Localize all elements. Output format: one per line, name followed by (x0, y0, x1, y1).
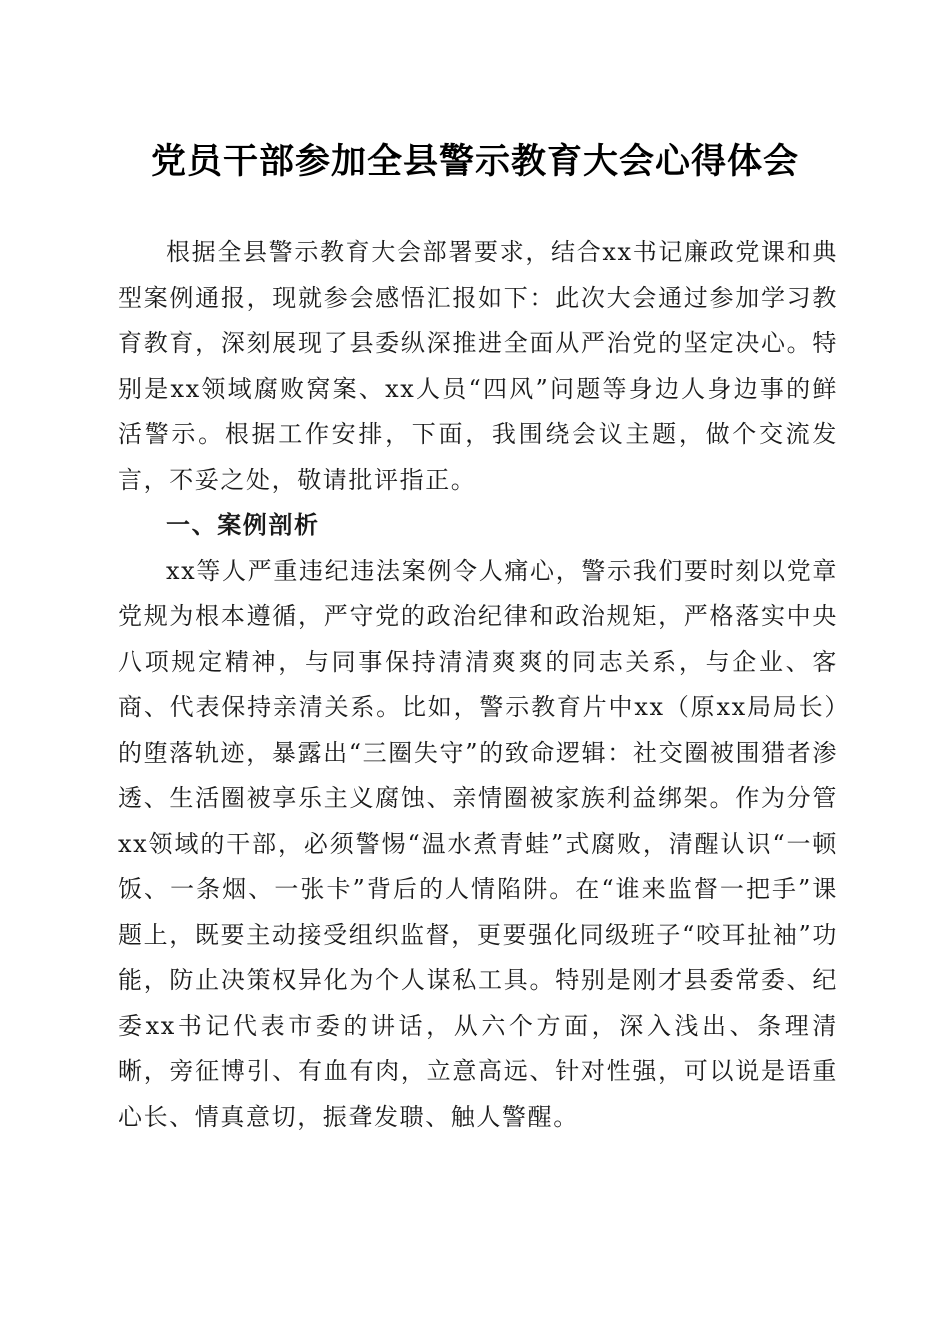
intro-paragraph: 根据全县警示教育大会部署要求，结合xx书记廉政党课和典型案例通报，现就参会感悟汇报如下：此次大会通过参加学习教育教育，深刻展现了县委纵深推进全面从严治党的坚定决心。特别是xx领域腐败窝案、xx人员“四风”问题等身边人身边事的鲜活警示。根据工作安排，下面，我围绕会议主题，做个交流发言，不妥之处，敬请批评指正。 (118, 238, 838, 494)
document-body (118, 230, 838, 1140)
section-heading: 一、案例剖析 (166, 511, 320, 539)
section-paragraph: xx等人严重违纪违法案例令人痛心，警示我们要时刻以党章党规为根本遵循，严守党的政治纪律和政治规矩，严格落实中央八项规定精神，与同事保持清清爽爽的同志关系，与企业、客商、代表保持亲清关系。比如，警示教育片中xx（原xx局局长）的堕落轨迹，暴露出“三圈失守”的致命逻辑：社交圈被围猎者渗透、生活圈被享乐主义腐蚀、亲情圈被家族利益绑架。作为分管xx领域的干部，必须警惕“温水煮青蛙”式腐败，清醒认识“一顿饭、一条烟、一张卡”背后的人情陷阱。在“谁来监督一把手”课题上，既要主动接受组织监督，更要强化同级班子“咬耳扯袖”功能，防止决策权异化为个人谋私工具。特别是刚才县委常委、纪委xx书记代表市委的讲话，从六个方面，深入浅出、条理清晰，旁征博引、有血有肉，立意高远、针对性强，可以说是语重心长、情真意切，振聋发聩、触人警醒。 (118, 556, 838, 1131)
document-title: 党员干部参加全县警示教育大会心得体会 (150, 141, 799, 182)
